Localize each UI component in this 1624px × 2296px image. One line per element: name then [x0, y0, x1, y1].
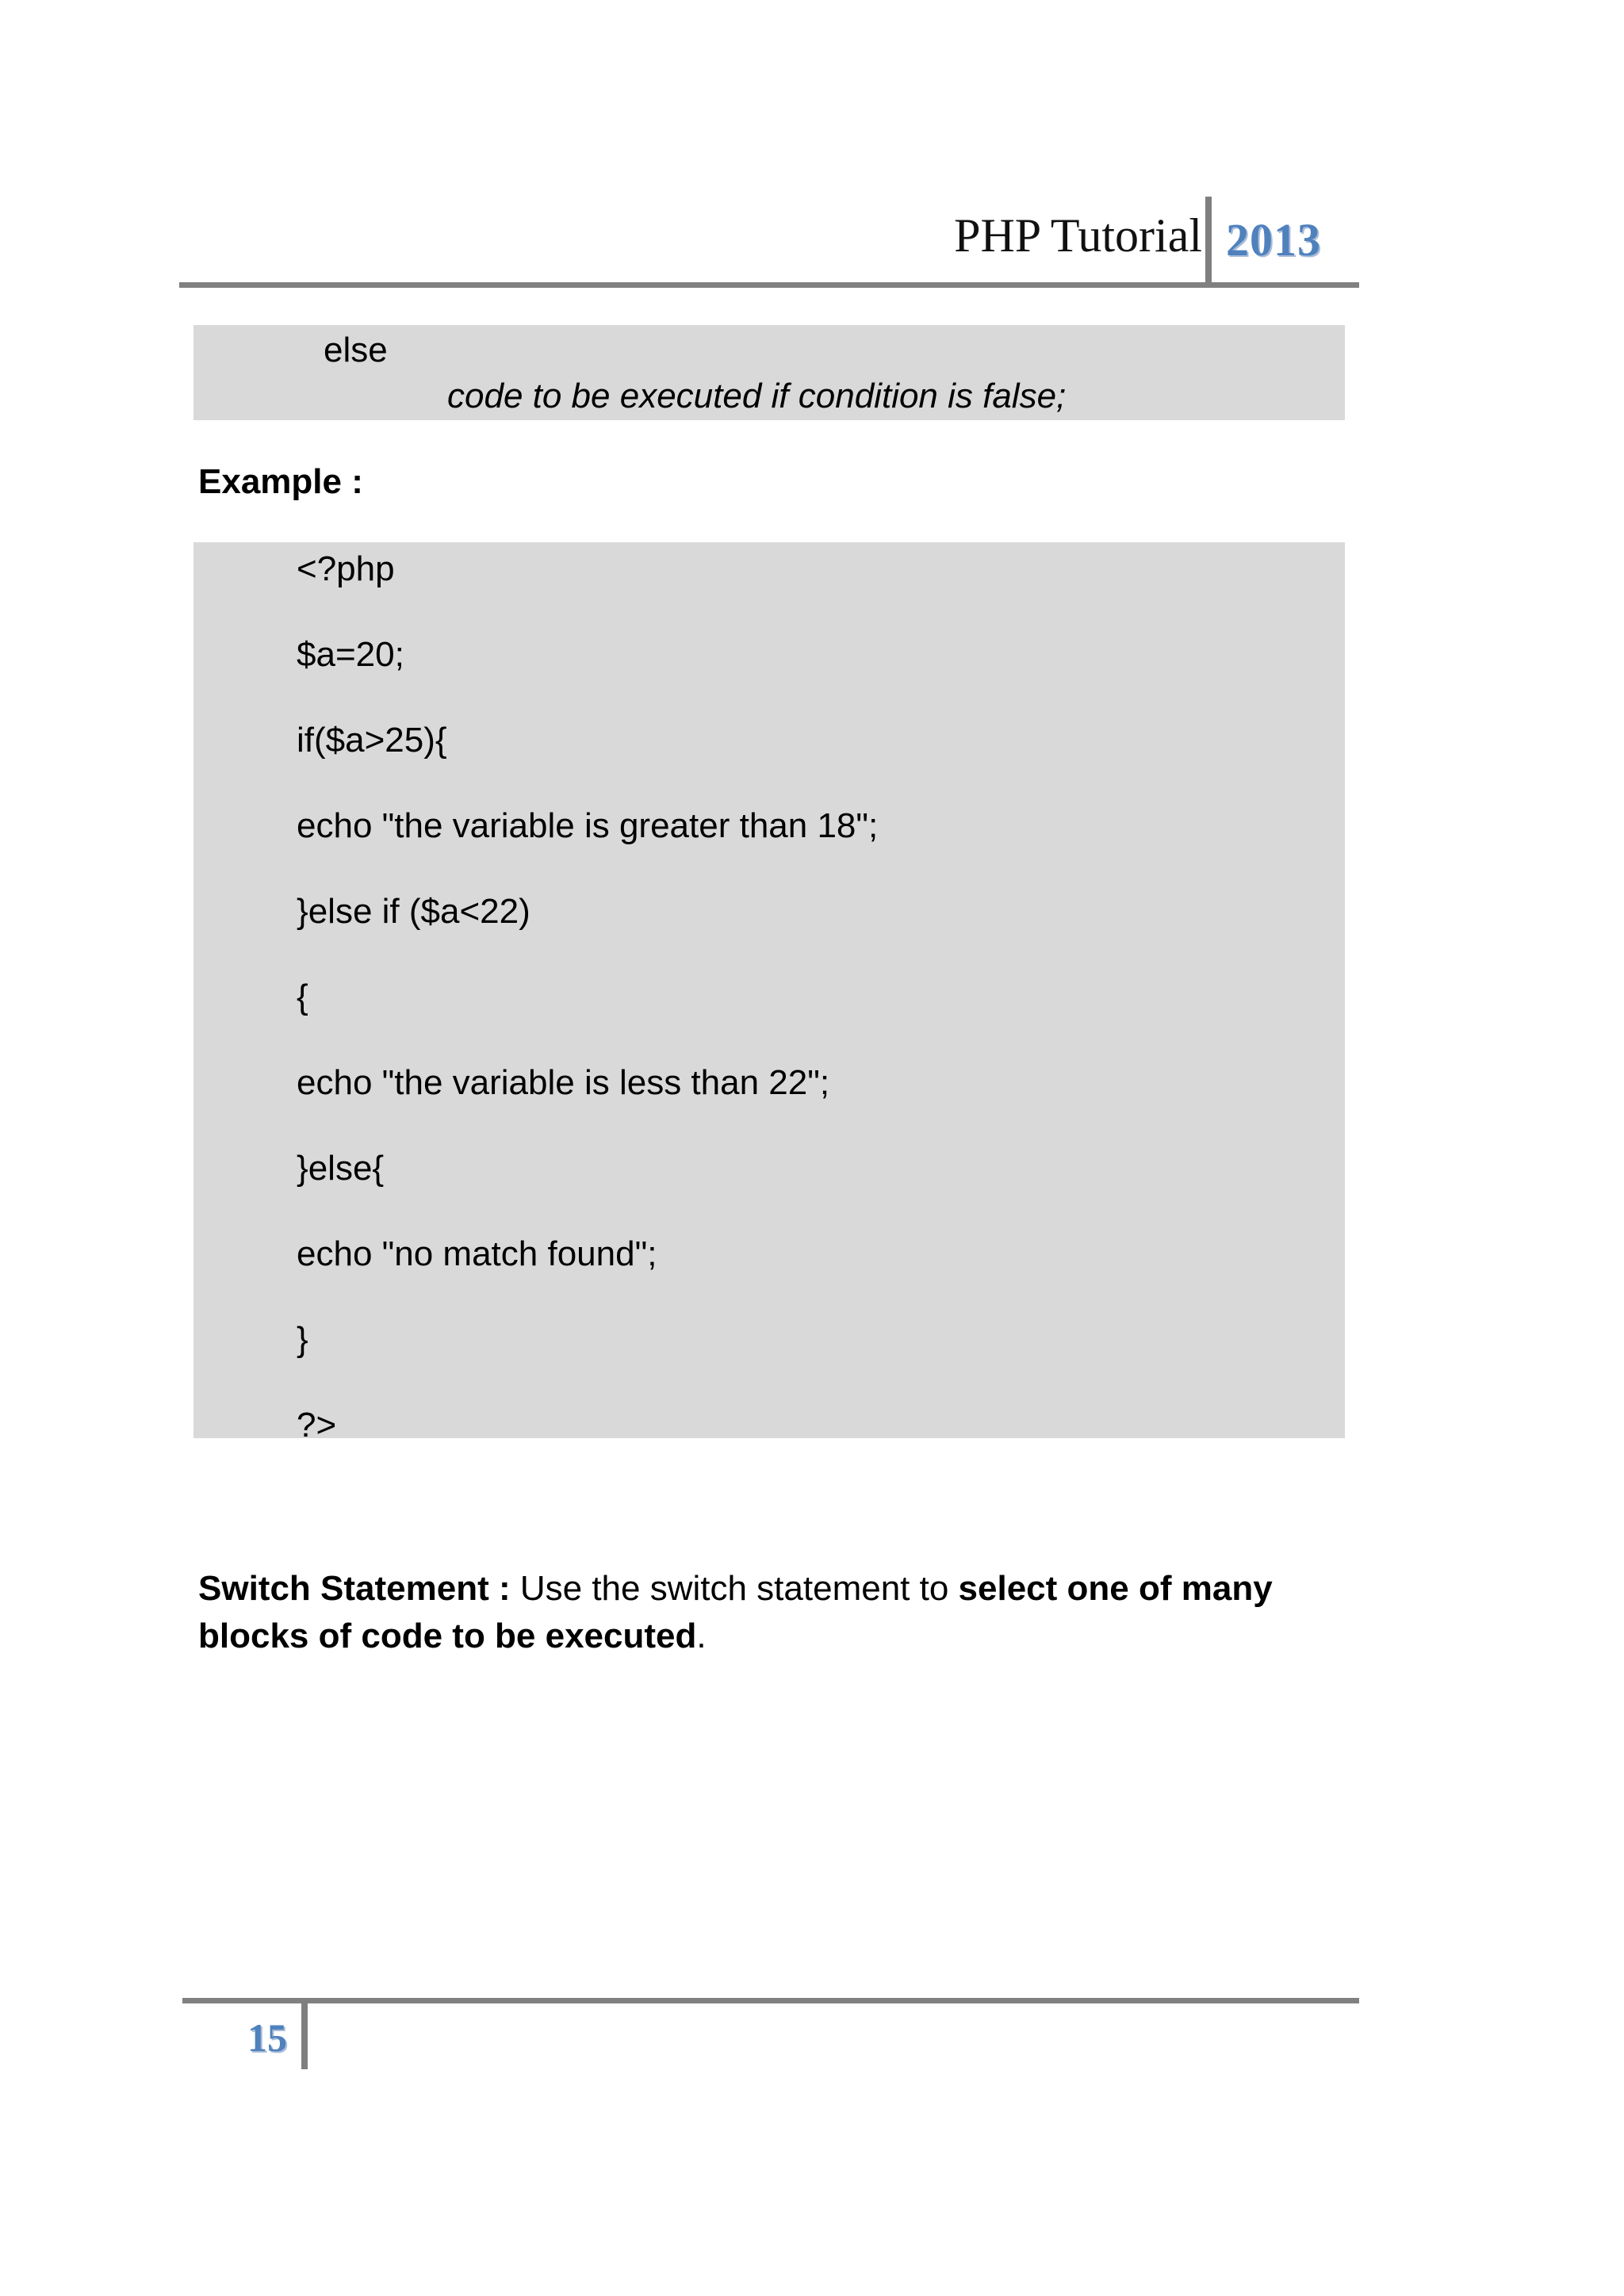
- switch-bold-phrase-1: select one of many: [958, 1569, 1273, 1608]
- code-line: }else{: [297, 1149, 385, 1188]
- footer-rule: [182, 1998, 1359, 2003]
- code-line: }: [297, 1320, 308, 1359]
- code-line: echo "the variable is greater than 18";: [297, 806, 879, 845]
- page-number: 15: [247, 2015, 287, 2060]
- header-title: PHP Tutorial: [954, 209, 1202, 262]
- code-line: {: [297, 978, 308, 1016]
- code-line: echo "the variable is less than 22";: [297, 1063, 830, 1102]
- switch-period: .: [696, 1617, 707, 1655]
- switch-bold-phrase-2: blocks of code to be executed: [198, 1617, 697, 1655]
- switch-text: Use the switch statement to: [510, 1569, 959, 1608]
- code-line: $a=20;: [297, 635, 404, 674]
- switch-heading: Switch Statement :: [198, 1569, 511, 1608]
- code-line: <?php: [297, 549, 395, 588]
- header-year: 2013: [1226, 214, 1321, 266]
- header-rule: [179, 282, 1359, 288]
- code-line: ?>: [297, 1406, 337, 1445]
- switch-statement-paragraph: [198, 1565, 1340, 1660]
- code-line: }else if ($a<22): [297, 892, 530, 931]
- example-label: Example :: [198, 462, 363, 501]
- code-line: echo "no match found";: [297, 1234, 657, 1273]
- header-divider: [1205, 197, 1212, 285]
- footer-divider: [301, 2001, 308, 2069]
- code-line: if($a>25){: [297, 721, 447, 760]
- syntax-else-line: else: [324, 331, 388, 369]
- syntax-false-line: code to be executed if condition is false;: [447, 377, 1067, 415]
